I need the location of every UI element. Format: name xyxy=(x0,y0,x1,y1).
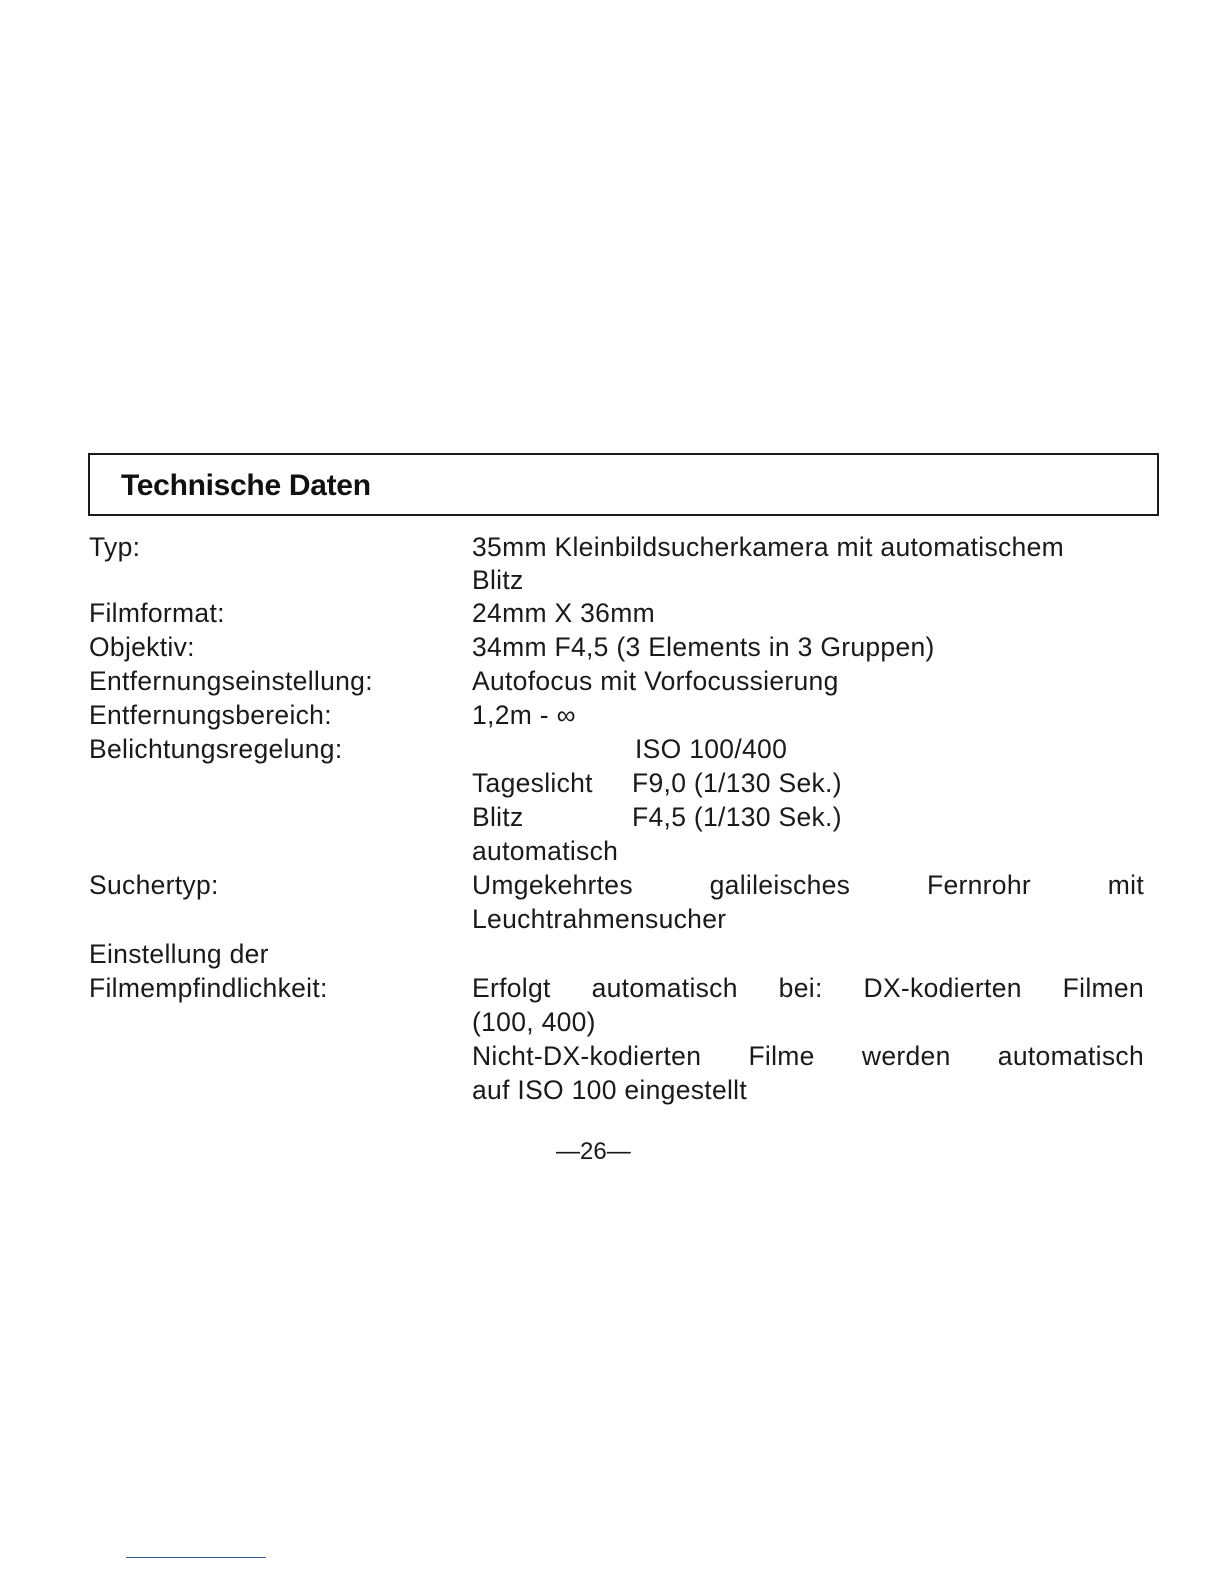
spec-label-entfernungseinstellung: Entfernungseinstellung: xyxy=(89,666,373,696)
spec-label-filmempfindlichkeit-line2: Filmempfindlichkeit: xyxy=(89,973,328,1003)
tageslicht-label: Tageslicht xyxy=(472,768,593,798)
spec-value-suchertyp-line1: Umgekehrtes galileisches Fernrohr mit xyxy=(472,870,1144,900)
spec-label-typ: Typ: xyxy=(89,532,141,562)
spec-value-typ-line2: Blitz xyxy=(472,565,524,595)
spec-row-blitz xyxy=(472,800,842,834)
spec-label-entfernungsbereich: Entfernungsbereich: xyxy=(89,700,332,730)
spec-value-entfernungsbereich: 1,2m - ∞ xyxy=(472,700,576,730)
spec-label-objektiv: Objektiv: xyxy=(89,632,195,662)
spec-value-filmempfindlichkeit-line2: (100, 400) xyxy=(472,1007,596,1037)
spec-label-filmempfindlichkeit-line1: Einstellung der xyxy=(89,939,269,969)
spec-value-iso-header: ISO 100/400 xyxy=(635,734,788,764)
spec-value-entfernungseinstellung: Autofocus mit Vorfocussierung xyxy=(472,666,839,696)
spec-value-objektiv: 34mm F4,5 (3 Elements in 3 Gruppen) xyxy=(472,632,935,662)
spec-label-suchertyp: Suchertyp: xyxy=(89,870,219,900)
spec-value-filmempfindlichkeit-line1: Erfolgt automatisch bei: DX-kodierten Filmen xyxy=(472,973,1144,1003)
section-title: Technische Daten xyxy=(121,469,371,502)
blitz-value: F4,5 (1/130 Sek.) xyxy=(632,802,842,832)
spec-value-suchertyp-line2: Leuchtrahmensucher xyxy=(472,904,727,934)
spec-value-filmformat: 24mm X 36mm xyxy=(472,598,655,628)
spec-value-belichtung-mode: automatisch xyxy=(472,836,619,866)
tageslicht-value: F9,0 (1/130 Sek.) xyxy=(632,768,842,798)
spec-row-tageslicht xyxy=(472,766,842,800)
spec-label-belichtungsregelung: Belichtungsregelung: xyxy=(89,734,343,764)
footnote-divider xyxy=(126,1557,266,1558)
blitz-label: Blitz xyxy=(472,802,524,832)
section-heading-box xyxy=(88,453,1159,516)
spec-value-filmempfindlichkeit-line4: auf ISO 100 eingestellt xyxy=(472,1075,748,1105)
spec-value-typ-line1: 35mm Kleinbildsucherkamera mit automatischem xyxy=(472,532,1065,562)
page-number: —26— xyxy=(556,1138,631,1165)
spec-label-filmformat: Filmformat: xyxy=(89,598,225,628)
spec-value-filmempfindlichkeit-line3: Nicht-DX-kodierten Filme werden automatisch xyxy=(472,1041,1144,1071)
